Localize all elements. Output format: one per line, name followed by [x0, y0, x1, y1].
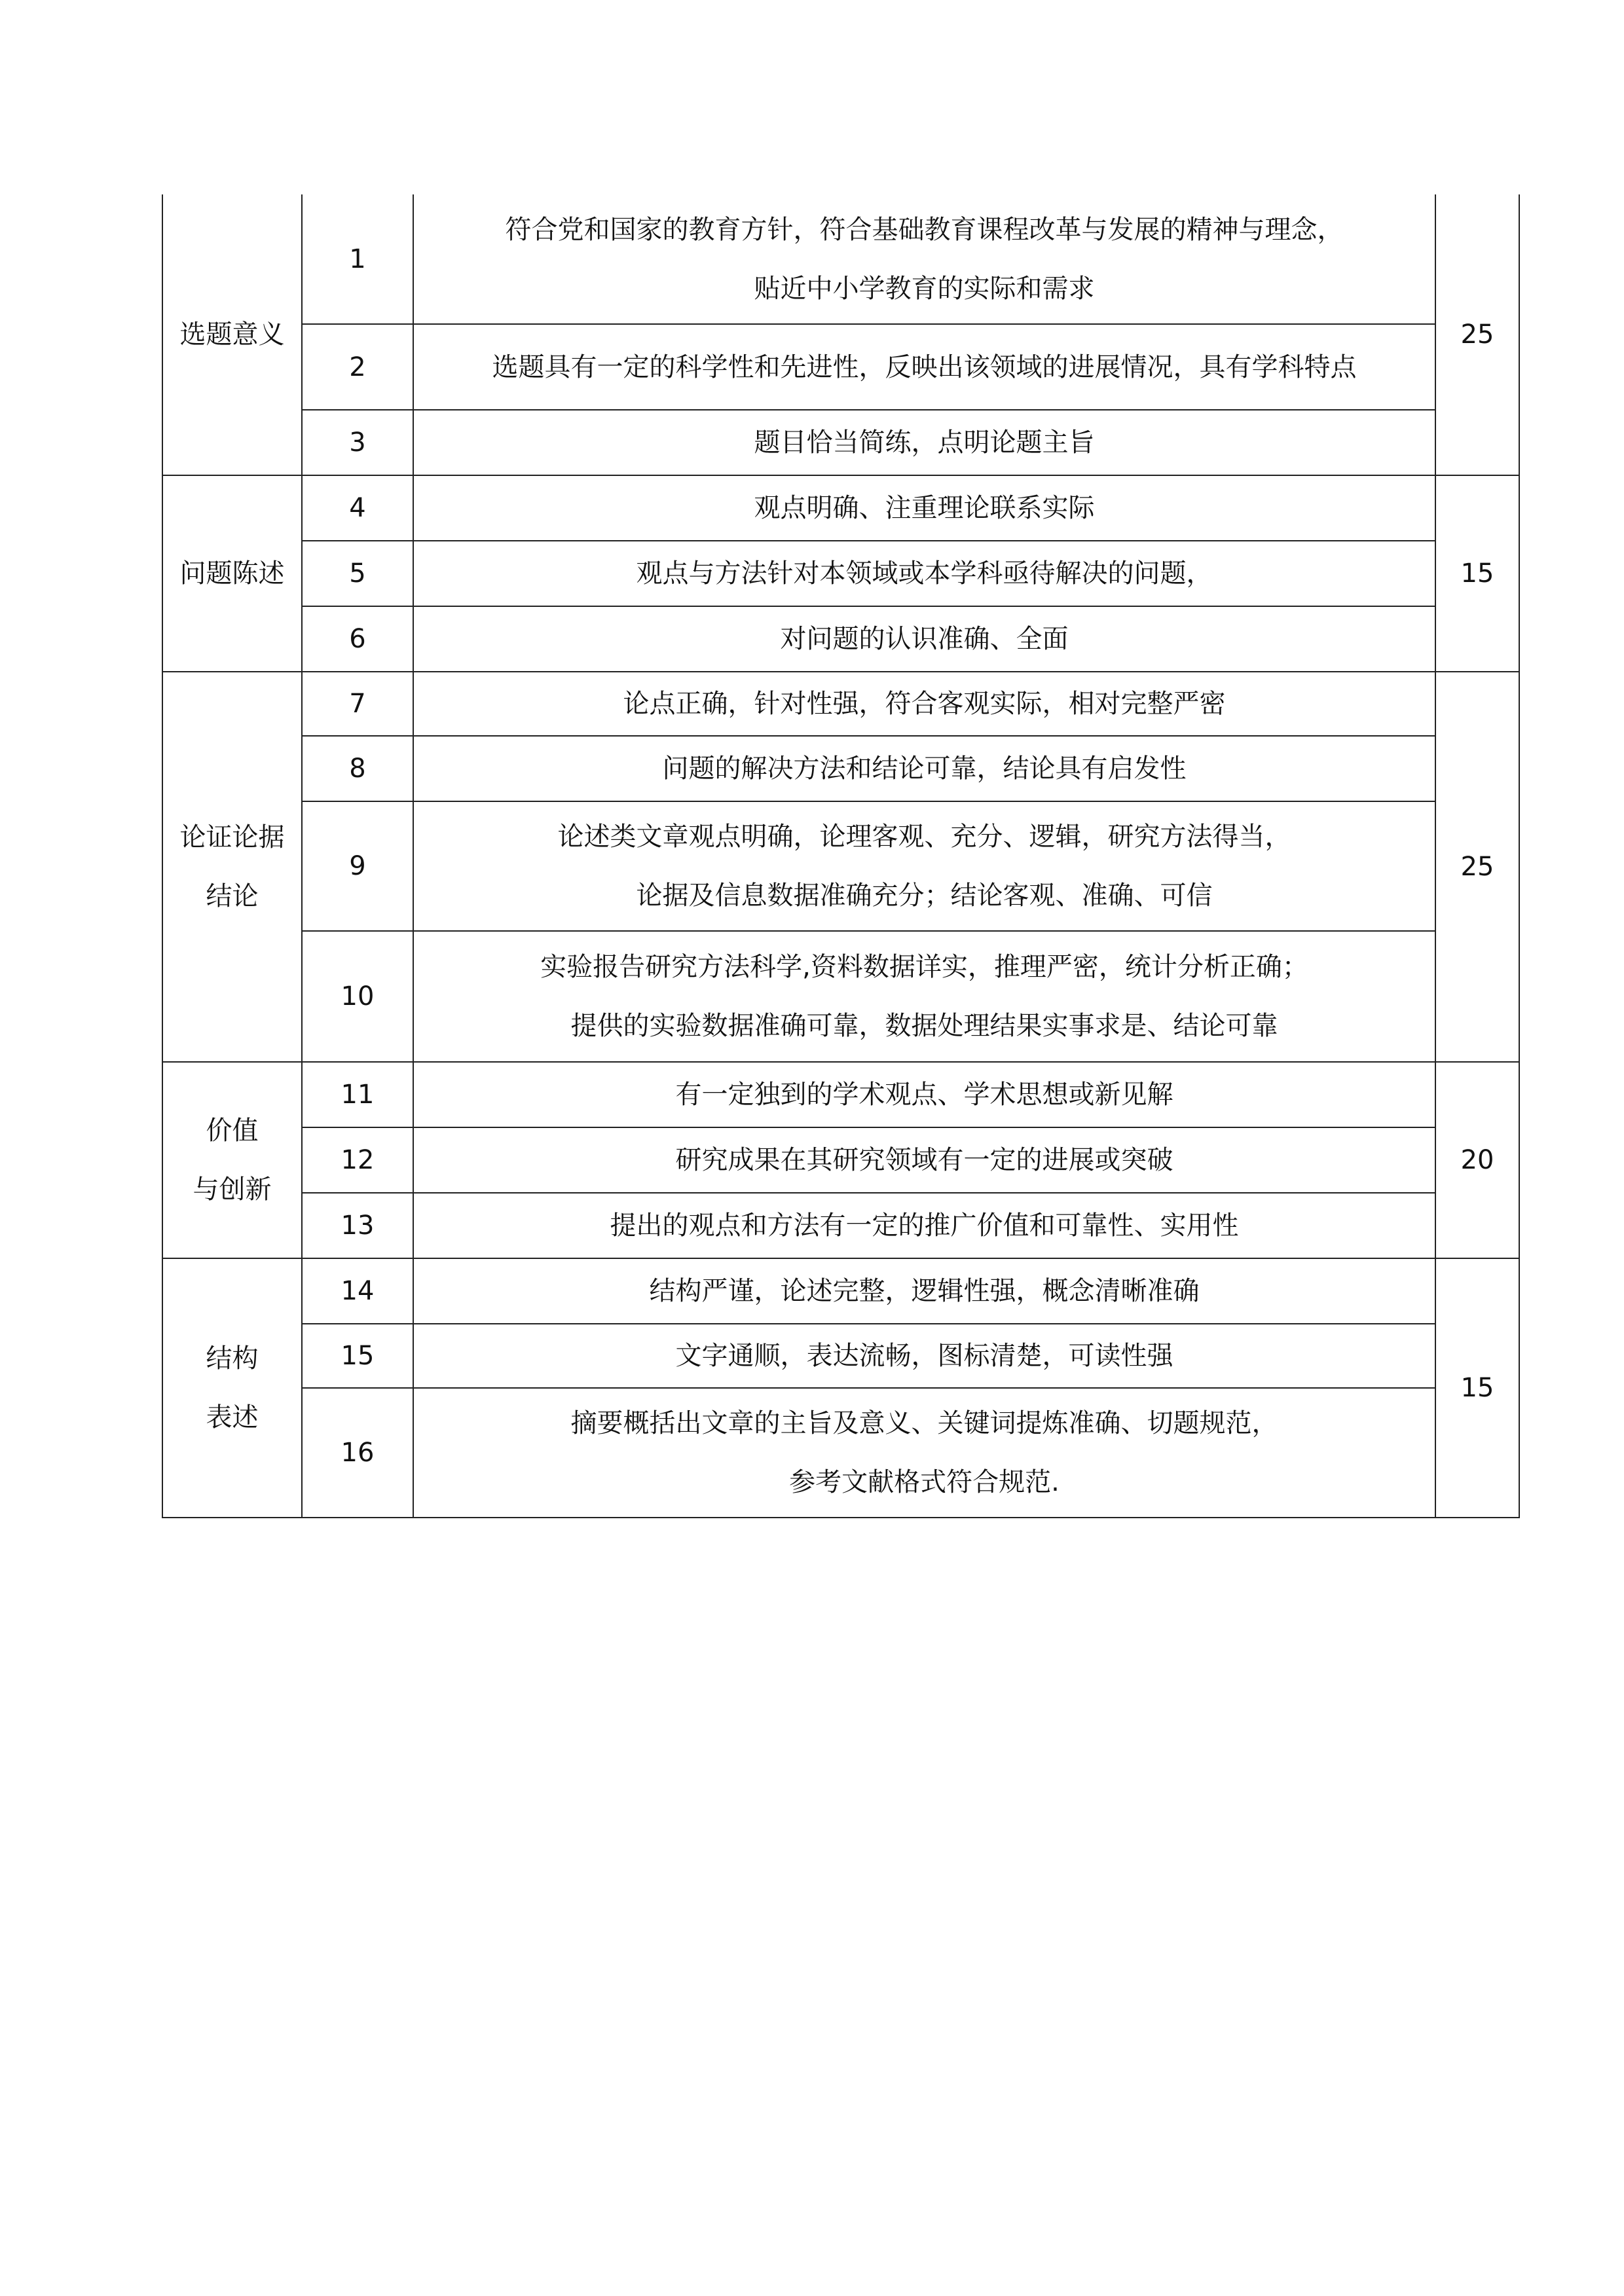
description-line: 研究成果在其研究领域有一定的进展或突破 — [675, 1145, 1173, 1175]
description-line: 提出的观点和方法有一定的推广价值和可靠性、实用性 — [610, 1211, 1239, 1241]
description-line: 观点与方法针对本领域或本学科亟待解决的问题， — [636, 558, 1213, 589]
item-description — [413, 475, 1435, 541]
item-description — [413, 672, 1435, 736]
evaluation-criteria-table — [162, 194, 1520, 1518]
item-number: 7 — [302, 672, 413, 736]
item-description — [413, 1258, 1435, 1324]
item-description — [413, 1388, 1435, 1518]
table-row — [162, 1127, 1519, 1193]
description-line: 选题具有一定的科学性和先进性，反映出该领域的进展情况，具有学科特点 — [492, 352, 1357, 382]
description-line: 摘要概括出文章的主旨及意义、关键词提炼准确、切题规范， — [570, 1408, 1278, 1438]
table-row — [162, 1388, 1519, 1518]
item-number: 9 — [302, 801, 413, 931]
table-row — [162, 324, 1519, 410]
description-line: 参考文献格式符合规范. — [789, 1467, 1060, 1497]
table-row — [162, 194, 1519, 324]
item-number: 12 — [302, 1127, 413, 1193]
category-label: 表述 — [206, 1402, 259, 1432]
table-row — [162, 475, 1519, 541]
item-description — [413, 736, 1435, 801]
item-number: 2 — [302, 324, 413, 410]
table-row — [162, 1062, 1519, 1127]
item-number: 16 — [302, 1388, 413, 1518]
description-line: 文字通顺，表达流畅，图标清楚，可读性强 — [675, 1341, 1173, 1371]
item-number: 5 — [302, 541, 413, 606]
item-number: 13 — [302, 1193, 413, 1258]
table-row — [162, 606, 1519, 672]
item-description — [413, 324, 1435, 410]
item-description — [413, 801, 1435, 931]
category-label: 与创新 — [193, 1175, 272, 1205]
item-number: 1 — [302, 194, 413, 324]
score-cell: 25 — [1435, 194, 1519, 475]
score-cell: 20 — [1435, 1062, 1519, 1258]
description-line: 实验报告研究方法科学,资料数据详实，推理严密，统计分析正确； — [540, 952, 1308, 982]
item-number: 6 — [302, 606, 413, 672]
table-row — [162, 1324, 1519, 1388]
item-description — [413, 541, 1435, 606]
category-label: 结论 — [206, 881, 259, 911]
category-label: 问题陈述 — [179, 558, 285, 589]
item-description — [413, 1062, 1435, 1127]
description-line: 题目恰当简练，点明论题主旨 — [754, 428, 1095, 458]
item-description — [413, 1127, 1435, 1193]
item-number: 11 — [302, 1062, 413, 1127]
table-row — [162, 1258, 1519, 1324]
description-line: 符合党和国家的教育方针，符合基础教育课程改革与发展的精神与理念， — [505, 214, 1344, 245]
description-line: 有一定独到的学术观点、学术思想或新见解 — [675, 1080, 1173, 1110]
description-line: 观点明确、注重理论联系实际 — [754, 493, 1095, 523]
table-row — [162, 541, 1519, 606]
description-line: 贴近中小学教育的实际和需求 — [754, 273, 1095, 304]
description-line: 问题的解决方法和结论可靠，结论具有启发性 — [662, 754, 1187, 784]
category-cell — [162, 475, 302, 672]
category-label: 价值 — [206, 1116, 259, 1146]
score-cell: 25 — [1435, 672, 1519, 1062]
table-row — [162, 931, 1519, 1062]
category-cell — [162, 1258, 302, 1518]
item-number: 14 — [302, 1258, 413, 1324]
table-row — [162, 672, 1519, 736]
description-line: 结构严谨，论述完整，逻辑性强，概念清晰准确 — [649, 1276, 1200, 1306]
description-line: 对问题的认识准确、全面 — [780, 624, 1069, 654]
item-number: 15 — [302, 1324, 413, 1388]
table-row — [162, 410, 1519, 475]
item-number: 8 — [302, 736, 413, 801]
description-line: 论点正确，针对性强，符合客观实际，相对完整严密 — [623, 689, 1226, 719]
item-description — [413, 410, 1435, 475]
description-line: 论述类文章观点明确，论理客观、充分、逻辑，研究方法得当， — [557, 822, 1291, 852]
score-cell: 15 — [1435, 475, 1519, 672]
item-description — [413, 606, 1435, 672]
category-cell — [162, 194, 302, 475]
category-cell — [162, 1062, 302, 1258]
item-number: 3 — [302, 410, 413, 475]
item-description — [413, 194, 1435, 324]
description-line: 提供的实验数据准确可靠，数据处理结果实事求是、结论可靠 — [570, 1011, 1278, 1041]
category-label: 结构 — [206, 1343, 259, 1374]
category-cell — [162, 672, 302, 1062]
item-description — [413, 931, 1435, 1062]
score-cell: 15 — [1435, 1258, 1519, 1518]
item-number: 10 — [302, 931, 413, 1062]
table-row — [162, 736, 1519, 801]
category-label: 论证论据 — [179, 822, 285, 852]
item-description — [413, 1193, 1435, 1258]
table-row — [162, 1193, 1519, 1258]
description-line: 论据及信息数据准确充分；结论客观、准确、可信 — [636, 881, 1213, 911]
item-number: 4 — [302, 475, 413, 541]
item-description — [413, 1324, 1435, 1388]
table-row — [162, 801, 1519, 931]
category-label: 选题意义 — [179, 319, 285, 350]
